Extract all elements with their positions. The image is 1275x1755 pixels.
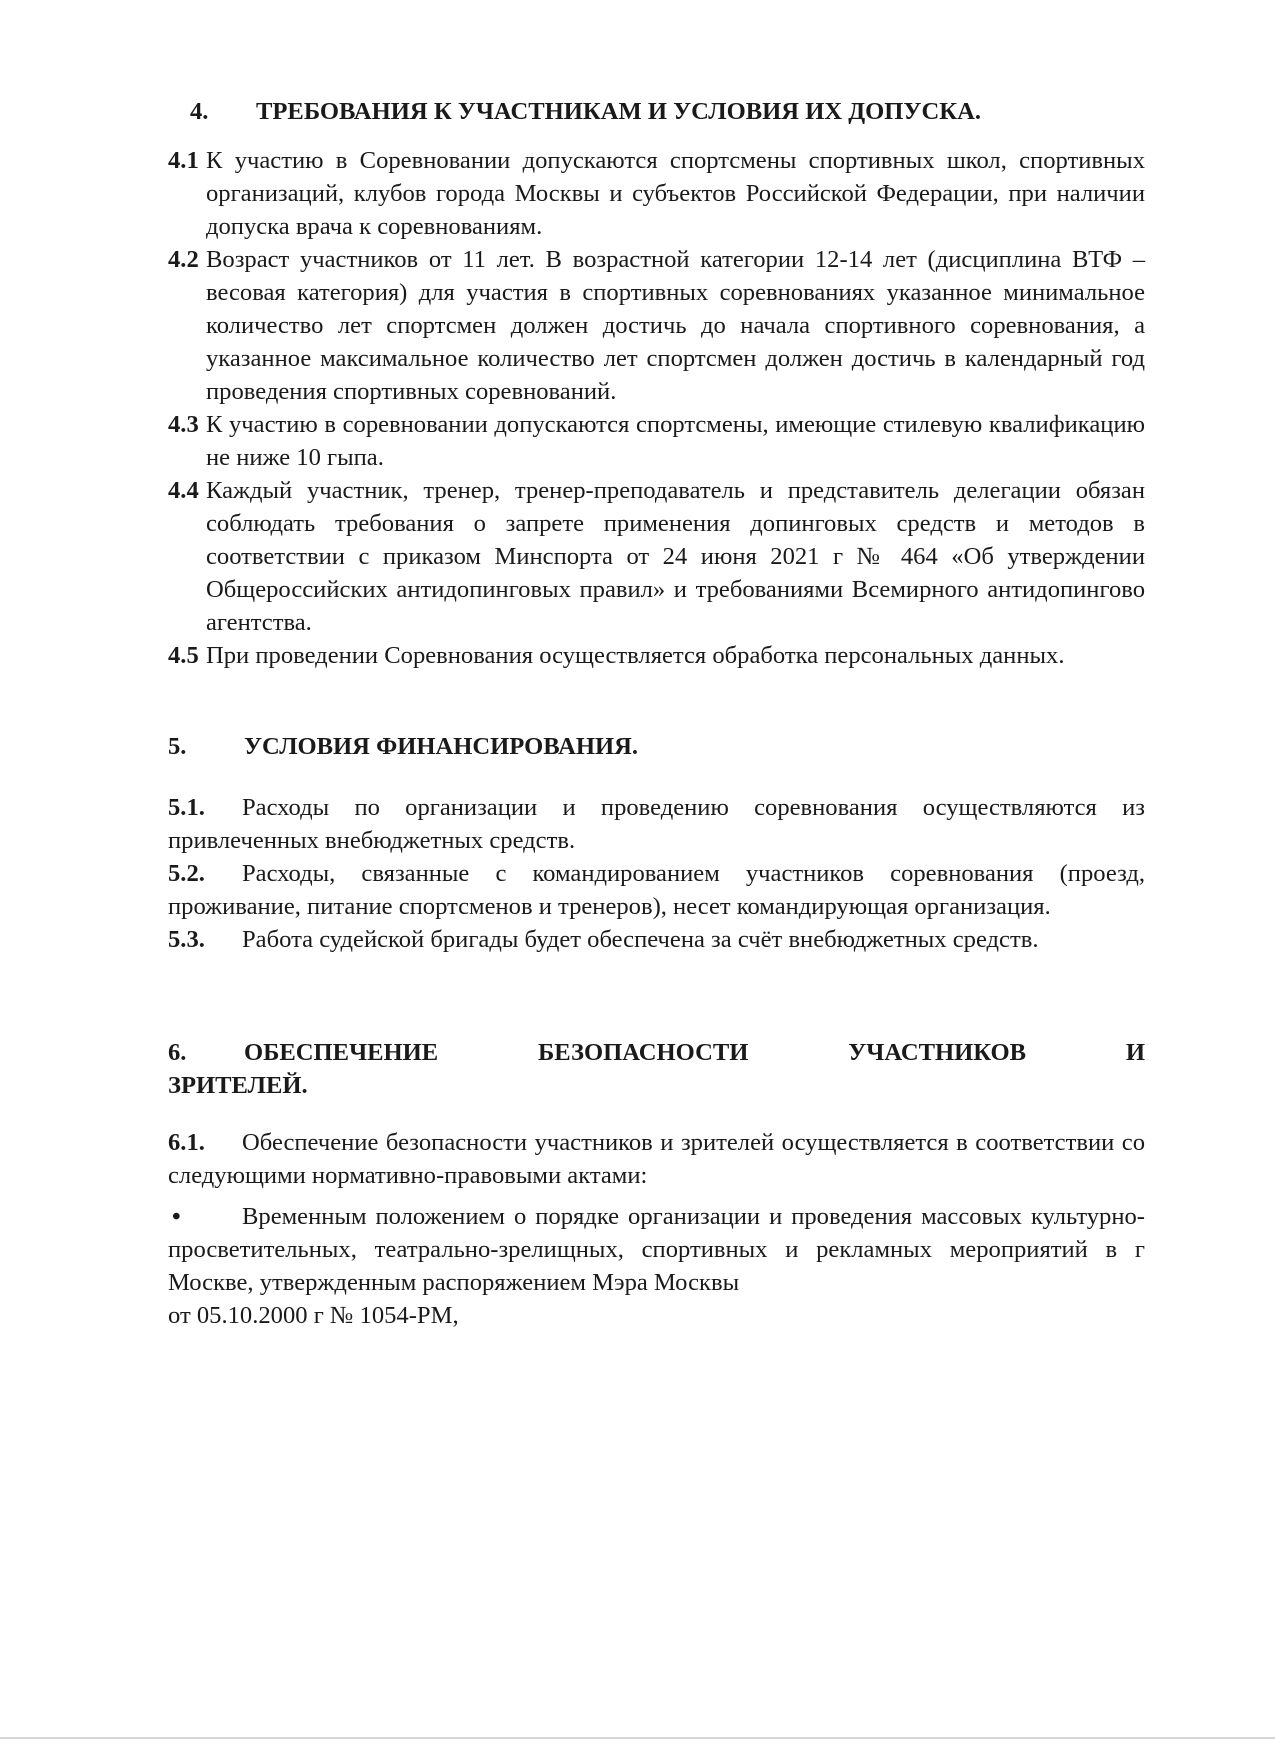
item-number: 4.4 xyxy=(168,477,199,504)
item-number: 4.5 xyxy=(168,642,199,669)
section-number: 6. xyxy=(168,1039,187,1066)
section-5-heading xyxy=(168,730,1145,763)
paragraph xyxy=(168,923,1145,956)
list-item xyxy=(168,243,1145,408)
item-text: К участию в соревновании допускаются спортсмены, имеющие стилевую квалификацию не ниже 10 гыпа. xyxy=(206,411,1145,471)
item-text: Расходы, связанные с командированием участников соревнования (проезд, проживание, питание спортсменов и тренеров), несет командирующая организация. xyxy=(168,860,1145,920)
item-text: К участию в Соревновании допускаются спортсмены спортивных школ, спортивных организаций, клубов города Москвы и субъектов Российской Федерации, при наличии допуска врача к соревнованиям. xyxy=(206,147,1145,240)
page-bottom-divider xyxy=(0,1737,1275,1739)
item-text: Расходы по организации и проведению соревнования осуществляются из привлеченных внебюджетных средств. xyxy=(168,794,1145,854)
list-item xyxy=(168,639,1145,672)
section-4-heading xyxy=(168,95,1145,128)
item-number: 5.2. xyxy=(168,860,205,887)
bullet-icon: • xyxy=(172,1203,181,1230)
section-6-heading xyxy=(168,1036,1145,1069)
paragraph xyxy=(168,791,1145,857)
item-number: 4.3 xyxy=(168,411,199,438)
section-title: ОБЕСПЕЧЕНИЕ БЕЗОПАСНОСТИ УЧАСТНИКОВ И xyxy=(244,1039,1145,1066)
section-number: 4. xyxy=(190,98,209,125)
item-text: Возраст участников от 11 лет. В возрастной категории 12-14 лет (дисциплина ВТФ – весовая категория) для участия в спортивных соревнованиях указанное минимальное количество лет спортсмен должен достичь до начала спортивного соревнования, а указанное максимальное количество лет спортсмен должен достичь в календарный год проведения спортивных соревнований. xyxy=(206,246,1145,405)
item-text: Работа судейской бригады будет обеспечена за счёт внебюджетных средств. xyxy=(242,926,1039,953)
paragraph xyxy=(168,857,1145,923)
list-item xyxy=(168,474,1145,639)
bullet-text: Временным положением о порядке организации и проведения массовых культурно-просветительных, театрально-зрелищных, спортивных и рекламных мероприятий в г Москве, утвержденным распоряжением Мэра Москвы xyxy=(168,1203,1145,1296)
section-title: УСЛОВИЯ ФИНАНСИРОВАНИЯ. xyxy=(244,733,639,760)
section-title: ТРЕБОВАНИЯ К УЧАСТНИКАМ И УСЛОВИЯ ИХ ДОПУСКА. xyxy=(256,98,981,125)
section-number: 5. xyxy=(168,733,187,760)
bullet-tail-text: от 05.10.2000 г № 1054-РМ, xyxy=(168,1302,459,1329)
section-6-heading-continued xyxy=(168,1069,1145,1102)
item-number: 4.2 xyxy=(168,246,199,273)
item-number: 5.3. xyxy=(168,926,205,953)
item-number: 5.1. xyxy=(168,794,205,821)
item-text: При проведении Соревнования осуществляется обработка персональных данных. xyxy=(206,642,1065,669)
paragraph xyxy=(168,1126,1145,1192)
item-number: 4.1 xyxy=(168,147,199,174)
section-title-continued: ЗРИТЕЛЕЙ. xyxy=(168,1072,308,1099)
bullet-item xyxy=(168,1200,1145,1299)
list-item xyxy=(168,144,1145,243)
item-number: 6.1. xyxy=(168,1129,205,1156)
list-item xyxy=(168,408,1145,474)
item-text: Каждый участник, тренер, тренер-преподаватель и представитель делегации обязан соблюдать требования о запрете применения допинговых средств и методов в соответствии с приказом Минспорта от 24 июня 2021 г № 464 «Об утверждении Общероссийских антидопинговых правил» и требованиями Всемирного антидопингово агентства. xyxy=(206,477,1145,636)
item-text: Обеспечение безопасности участников и зрителей осуществляется в соответствии со следующими нормативно-правовыми актами: xyxy=(168,1129,1145,1189)
